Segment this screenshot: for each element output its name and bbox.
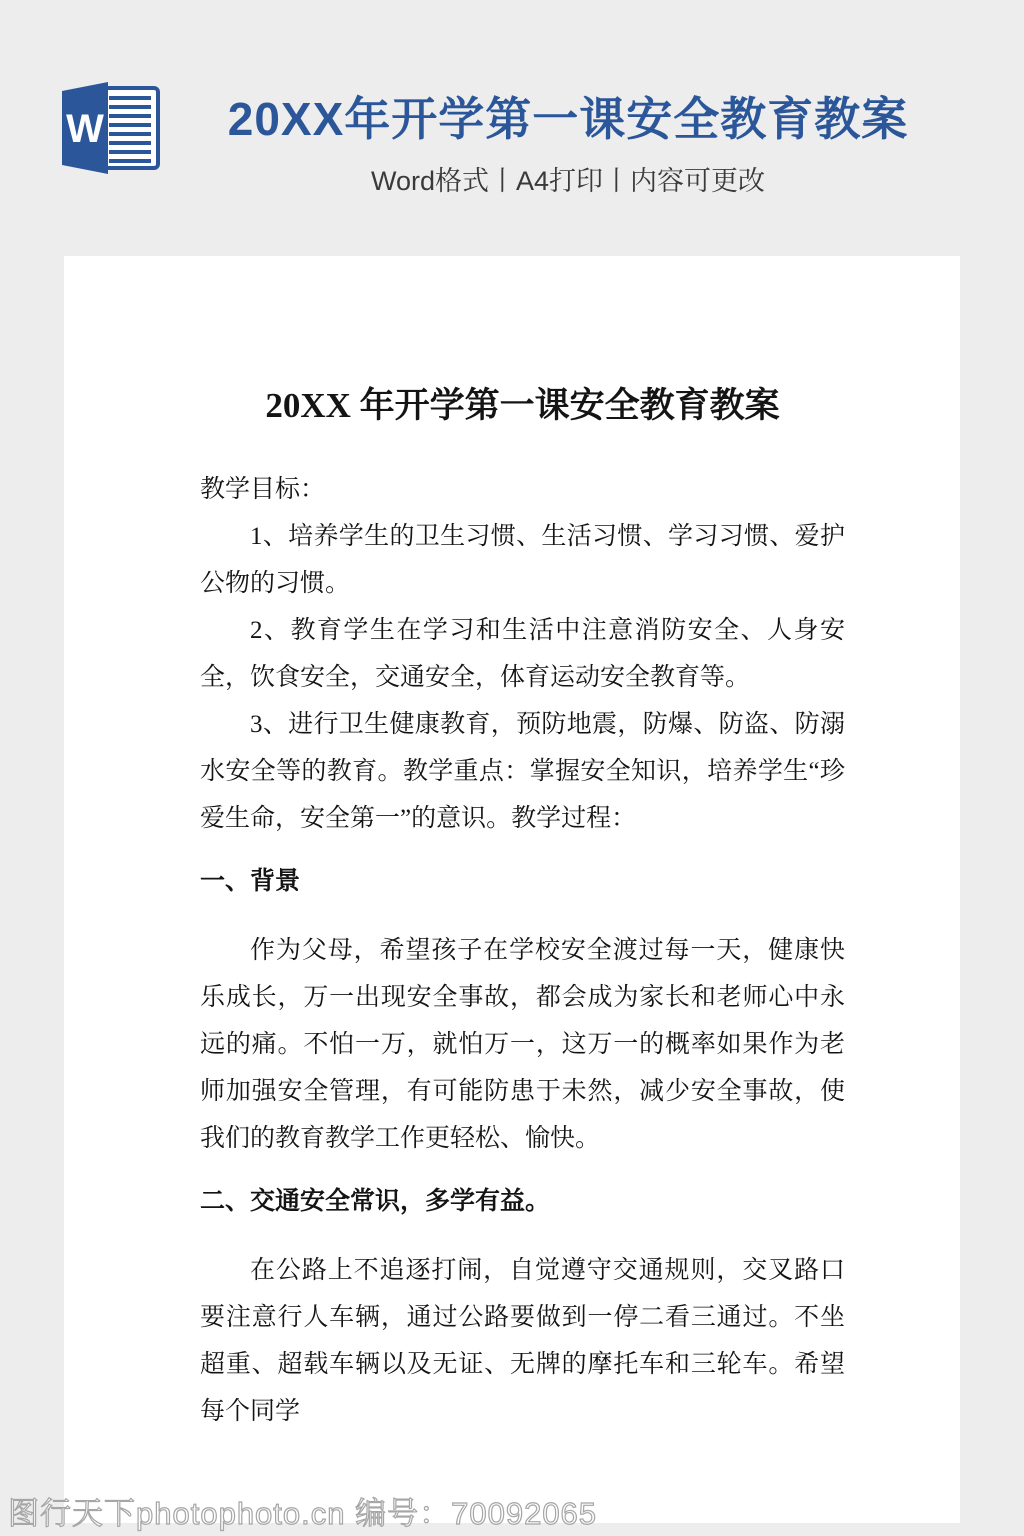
document-para: 2、教育学生在学习和生活中注意消防安全、人身安全，饮食安全，交通安全，体育运动安全教育等。	[200, 617, 845, 691]
header	[0, 0, 1024, 256]
document-page	[64, 256, 960, 1523]
document-label: 教学目标：	[200, 476, 326, 503]
document-para: 3、进行卫生健康教育，预防地震，防爆、防盗、防溺水安全等的教育。教学重点：掌握安全知识，培养学生“珍爱生命，安全第一”的意识。教学过程：	[200, 711, 845, 832]
document-heading: 二、交通安全常识，多学有益。	[200, 1188, 551, 1215]
document-body	[200, 466, 845, 1435]
document-title: 20XX 年开学第一课安全教育教案	[265, 386, 780, 425]
header-text-block	[112, 94, 1024, 198]
document-para: 1、培养学生的卫生习惯、生活习惯、学习习惯、爱护公物的习惯。	[200, 523, 845, 597]
document-para: 作为父母，希望孩子在学校安全渡过每一天，健康快乐成长，万一出现安全事故，都会成为家长和老师心中永远的痛。不怕一万，就怕万一，这万一的概率如果作为老师加强安全管理，有可能防患于未然，减少安全事故，使我们的教育教学工作更轻松、愉快。	[200, 937, 845, 1152]
word-icon-letter: W	[66, 107, 104, 151]
header-title: 20XX年开学第一课安全教育教案	[227, 93, 909, 145]
watermark: 图行天下photophoto.cn 编号：70092065	[8, 1496, 598, 1531]
document-para: 在公路上不追逐打闹，自觉遵守交通规则，交叉路口要注意行人车辆，通过公路要做到一停二看三通过。不坐超重、超载车辆以及无证、无牌的摩托车和三轮车。希望每个同学	[200, 1257, 845, 1425]
header-subtitle: Word格式丨A4打印丨内容可更改	[370, 165, 766, 196]
document-heading: 一、背景	[200, 868, 301, 895]
